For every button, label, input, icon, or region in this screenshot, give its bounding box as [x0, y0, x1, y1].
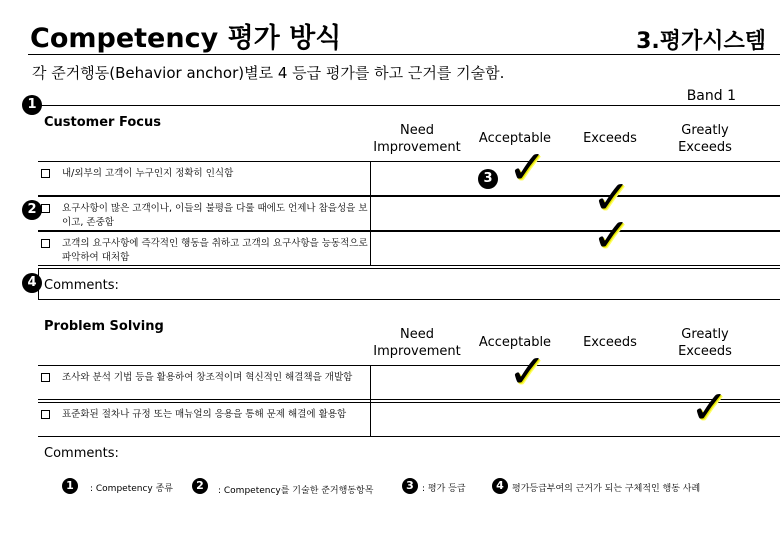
section-title: 3.평가시스템 — [636, 29, 766, 54]
band-label: Band 1 — [686, 88, 736, 104]
legend-text-2: : Competency를 기술한 준거행동항목 — [218, 486, 374, 496]
rating-greatly-exceeds: Greatly Exceeds — [678, 123, 732, 155]
behavior-row — [38, 196, 780, 231]
legend-text-1: : Competency 종류 — [90, 484, 173, 494]
rating-exceeds: Exceeds — [583, 131, 637, 146]
rating-exceeds: Exceeds — [583, 335, 637, 350]
checkbox-icon — [41, 169, 50, 178]
behavior-text: 내/외부의 고객이 누구인지 정확히 인식함 — [62, 168, 234, 179]
check-mark-icon: ✓ — [592, 170, 631, 224]
behavior-row — [38, 365, 780, 400]
page-title: Competency 평가 방식 — [30, 23, 342, 54]
competency-title-customer-focus: Customer Focus — [44, 115, 161, 130]
rating-greatly-exceeds: Greatly Exceeds — [678, 327, 732, 359]
rating-acceptable: Acceptable — [478, 131, 552, 146]
band-divider — [38, 105, 780, 106]
check-mark-icon: ✓ — [592, 208, 631, 262]
legend-text-3: : 평가 등급 — [422, 484, 466, 494]
check-mark-icon: ✓ — [508, 140, 547, 194]
behavior-row — [38, 402, 780, 437]
behavior-text: 요구사항이 많은 고객이나, 이들의 불평을 다룰 때에도 언제나 참을성을 보이고, 존중함 — [62, 203, 368, 228]
subtitle: 각 준거행동(Behavior anchor)별로 4 등급 평가를 하고 근거를 기술함. — [32, 64, 505, 82]
behavior-row — [38, 161, 780, 196]
behavior-text: 고객의 요구사항에 즉각적인 행동을 취하고 고객의 요구사항을 능동적으로 파악하여 대처함 — [62, 238, 368, 263]
marker-4: 4 — [22, 273, 42, 293]
comments-box — [38, 268, 780, 300]
rating-need-improvement: Need Improvement — [373, 327, 461, 359]
comments-label: Comments: — [44, 278, 119, 293]
comments-label: Comments: — [44, 446, 119, 461]
checkbox-icon — [41, 239, 50, 248]
column-divider — [370, 365, 371, 437]
legend-text-4: 평가등급부여의 근거가 되는 구체적인 행동 사례 — [512, 484, 701, 494]
column-divider — [370, 161, 371, 266]
behavior-text: 표준화된 절차나 규정 또는 매뉴얼의 응용을 통해 문제 해결에 활용함 — [62, 409, 347, 420]
behavior-text: 조사와 분석 기법 등을 활용하여 창조적이며 혁신적인 해결책을 개발함 — [62, 372, 353, 383]
check-mark-icon: ✓ — [690, 380, 729, 434]
legend-marker-1: 1 — [62, 478, 78, 494]
rating-need-improvement: Need Improvement — [373, 123, 461, 155]
marker-2: 2 — [22, 200, 42, 220]
rating-acceptable: Acceptable — [478, 335, 552, 350]
title-divider — [28, 54, 780, 55]
checkbox-icon — [41, 410, 50, 419]
legend-marker-4: 4 — [492, 478, 508, 494]
marker-3: 3 — [478, 169, 498, 189]
checkbox-icon — [41, 204, 50, 213]
competency-title-problem-solving: Problem Solving — [44, 319, 164, 334]
legend-marker-2: 2 — [192, 478, 208, 494]
checkbox-icon — [41, 373, 50, 382]
marker-1: 1 — [22, 95, 42, 115]
legend-marker-3: 3 — [402, 478, 418, 494]
behavior-row — [38, 231, 780, 266]
check-mark-icon: ✓ — [508, 344, 547, 398]
